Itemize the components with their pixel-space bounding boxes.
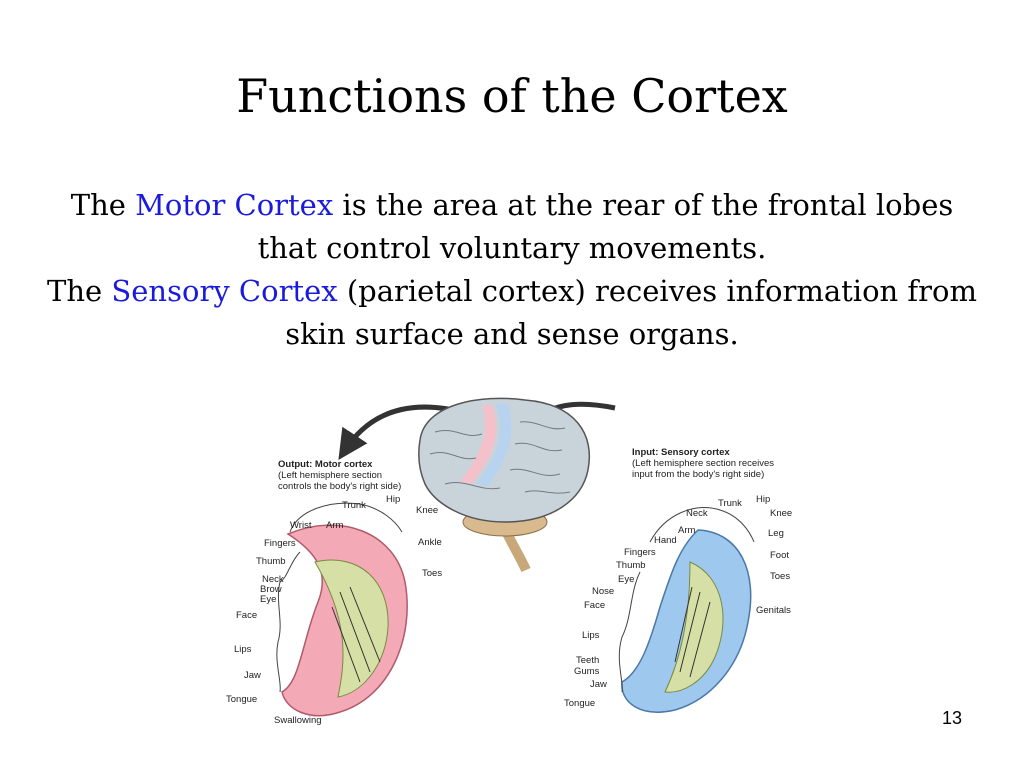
- motor-cortex-diagram: [277, 503, 407, 715]
- sensory-label-knee: Knee: [770, 508, 793, 519]
- sensory-label-tongue: Tongue: [564, 698, 596, 709]
- paragraph-motor: [40, 184, 984, 270]
- sensory-label-eye: Eye: [618, 574, 635, 585]
- motor-label-hip: Hip: [386, 494, 401, 505]
- brain-illustration: [419, 398, 590, 570]
- motor-label-ankle: Ankle: [418, 537, 442, 548]
- motor-label-arm: Arm: [326, 520, 344, 531]
- sensory-label-lips: Lips: [582, 630, 600, 641]
- cortex-figure: [220, 392, 820, 732]
- motor-label-fingers: Fingers: [264, 538, 296, 549]
- term-motor-cortex: Motor Cortex: [135, 188, 334, 222]
- sensory-label-face: Face: [584, 600, 606, 611]
- sensory-label-trunk: Trunk: [718, 498, 742, 509]
- sensory-label-nose: Nose: [592, 586, 615, 597]
- sensory-label-fingers: Fingers: [624, 547, 656, 558]
- slide-title: Functions of the Cortex: [236, 69, 788, 123]
- sensory-label-arm: Arm: [678, 525, 696, 536]
- motor-label-brow: Brow: [260, 584, 282, 595]
- motor-sub2: controls the body's right side): [278, 481, 402, 492]
- sensory-label-genitals: Genitals: [756, 605, 791, 616]
- sensory-label-hip: Hip: [756, 494, 771, 505]
- sensory-label-teeth: Teeth: [576, 655, 600, 666]
- sensory-label-thumb: Thumb: [616, 560, 646, 571]
- sensory-label-leg: Leg: [768, 528, 784, 539]
- motor-label-tongue: Tongue: [226, 694, 258, 705]
- sensory-label-neck: Neck: [686, 508, 708, 519]
- motor-label-neck: Neck: [262, 574, 284, 585]
- motor-sub1: (Left hemisphere section: [278, 470, 383, 481]
- text-fragment: The: [47, 274, 112, 308]
- motor-label-knee: Knee: [416, 505, 439, 516]
- motor-label-swallowing: Swallowing: [274, 715, 322, 726]
- text-fragment: (parietal cortex) receives information from skin surface and sense organs.: [285, 274, 977, 351]
- text-fragment: The: [70, 188, 136, 222]
- motor-header: Output: Motor cortex: [278, 459, 373, 470]
- text-fragment: is the area at the rear of the frontal lobes that control voluntary movements.: [257, 188, 954, 265]
- motor-label-lips: Lips: [234, 644, 252, 655]
- motor-label-thumb: Thumb: [256, 556, 286, 567]
- motor-label-eye: Eye: [260, 594, 277, 605]
- motor-label-wrist: Wrist: [290, 520, 312, 531]
- paragraph-sensory: [40, 270, 984, 356]
- sensory-label-jaw: Jaw: [590, 679, 607, 690]
- sensory-label-foot: Foot: [770, 550, 790, 561]
- sensory-header: Input: Sensory cortex: [632, 447, 730, 458]
- motor-label-face: Face: [236, 610, 258, 621]
- sensory-label-hand: Hand: [654, 535, 677, 546]
- motor-label-jaw: Jaw: [244, 670, 261, 681]
- sensory-sub1: (Left hemisphere section receives: [632, 458, 775, 469]
- sensory-cortex-diagram: [619, 508, 754, 713]
- term-sensory-cortex: Sensory Cortex: [111, 274, 338, 308]
- sensory-label-gums: Gums: [574, 666, 600, 677]
- slide-number: 13: [941, 708, 962, 728]
- sensory-sub2: input from the body's right side): [632, 469, 765, 480]
- motor-label-toes: Toes: [422, 568, 443, 579]
- sensory-label-toes: Toes: [770, 571, 791, 582]
- motor-label-trunk: Trunk: [342, 500, 366, 511]
- slide-body: [40, 184, 984, 356]
